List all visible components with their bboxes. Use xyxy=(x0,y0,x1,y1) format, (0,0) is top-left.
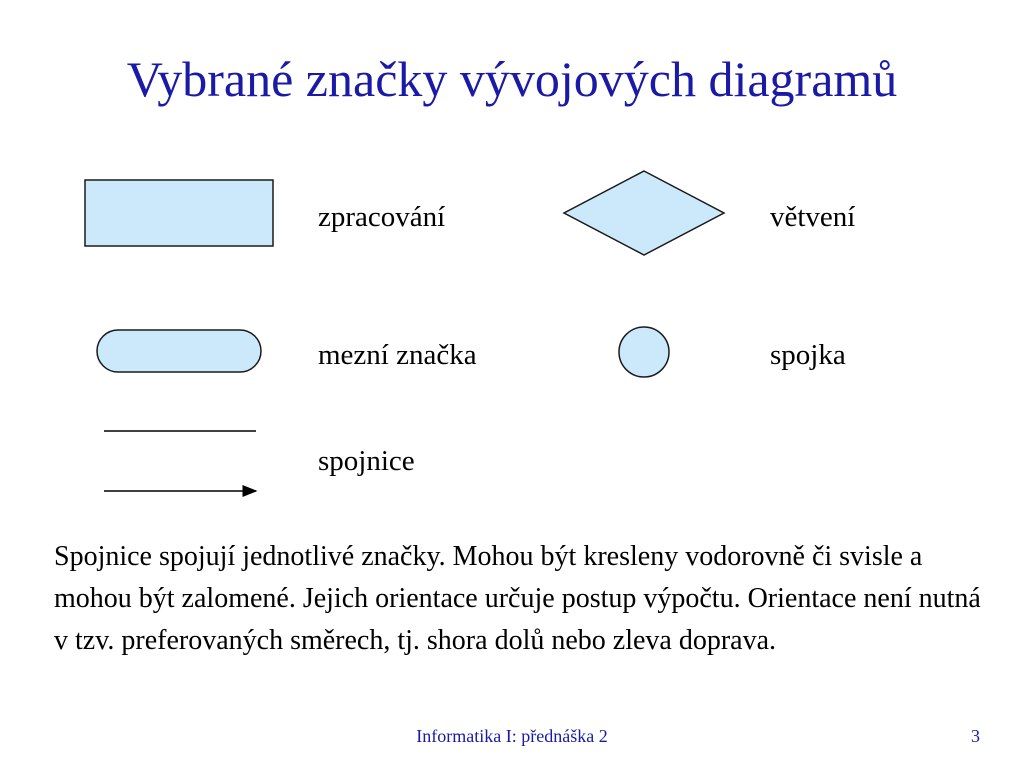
decision-diamond-shape xyxy=(564,171,724,255)
connector-circle-shape xyxy=(619,327,669,377)
footer-text: Informatika I: přednáška 2 xyxy=(416,726,608,746)
label-processing: zpracování xyxy=(318,201,446,233)
slide-title: Vybrané značky vývojových diagramů xyxy=(126,51,898,107)
terminator-shape xyxy=(97,330,261,372)
page-number: 3 xyxy=(971,726,980,746)
label-connector: spojka xyxy=(770,339,846,371)
description-paragraph: Spojnice spojují jednotlivé značky. Mohou být kresleny vodorovně či svisle a mohou být zalomené. Jejich orientace určuje postup výpočtu. Orientace není nutná v tzv. preferovaných směrech, tj. shora dolů nebo zleva doprava. xyxy=(54,541,981,656)
label-flow-line: spojnice xyxy=(318,445,415,477)
label-branching: větvení xyxy=(770,201,856,233)
label-terminator: mezní značka xyxy=(318,339,477,371)
process-rectangle-shape xyxy=(85,180,273,246)
